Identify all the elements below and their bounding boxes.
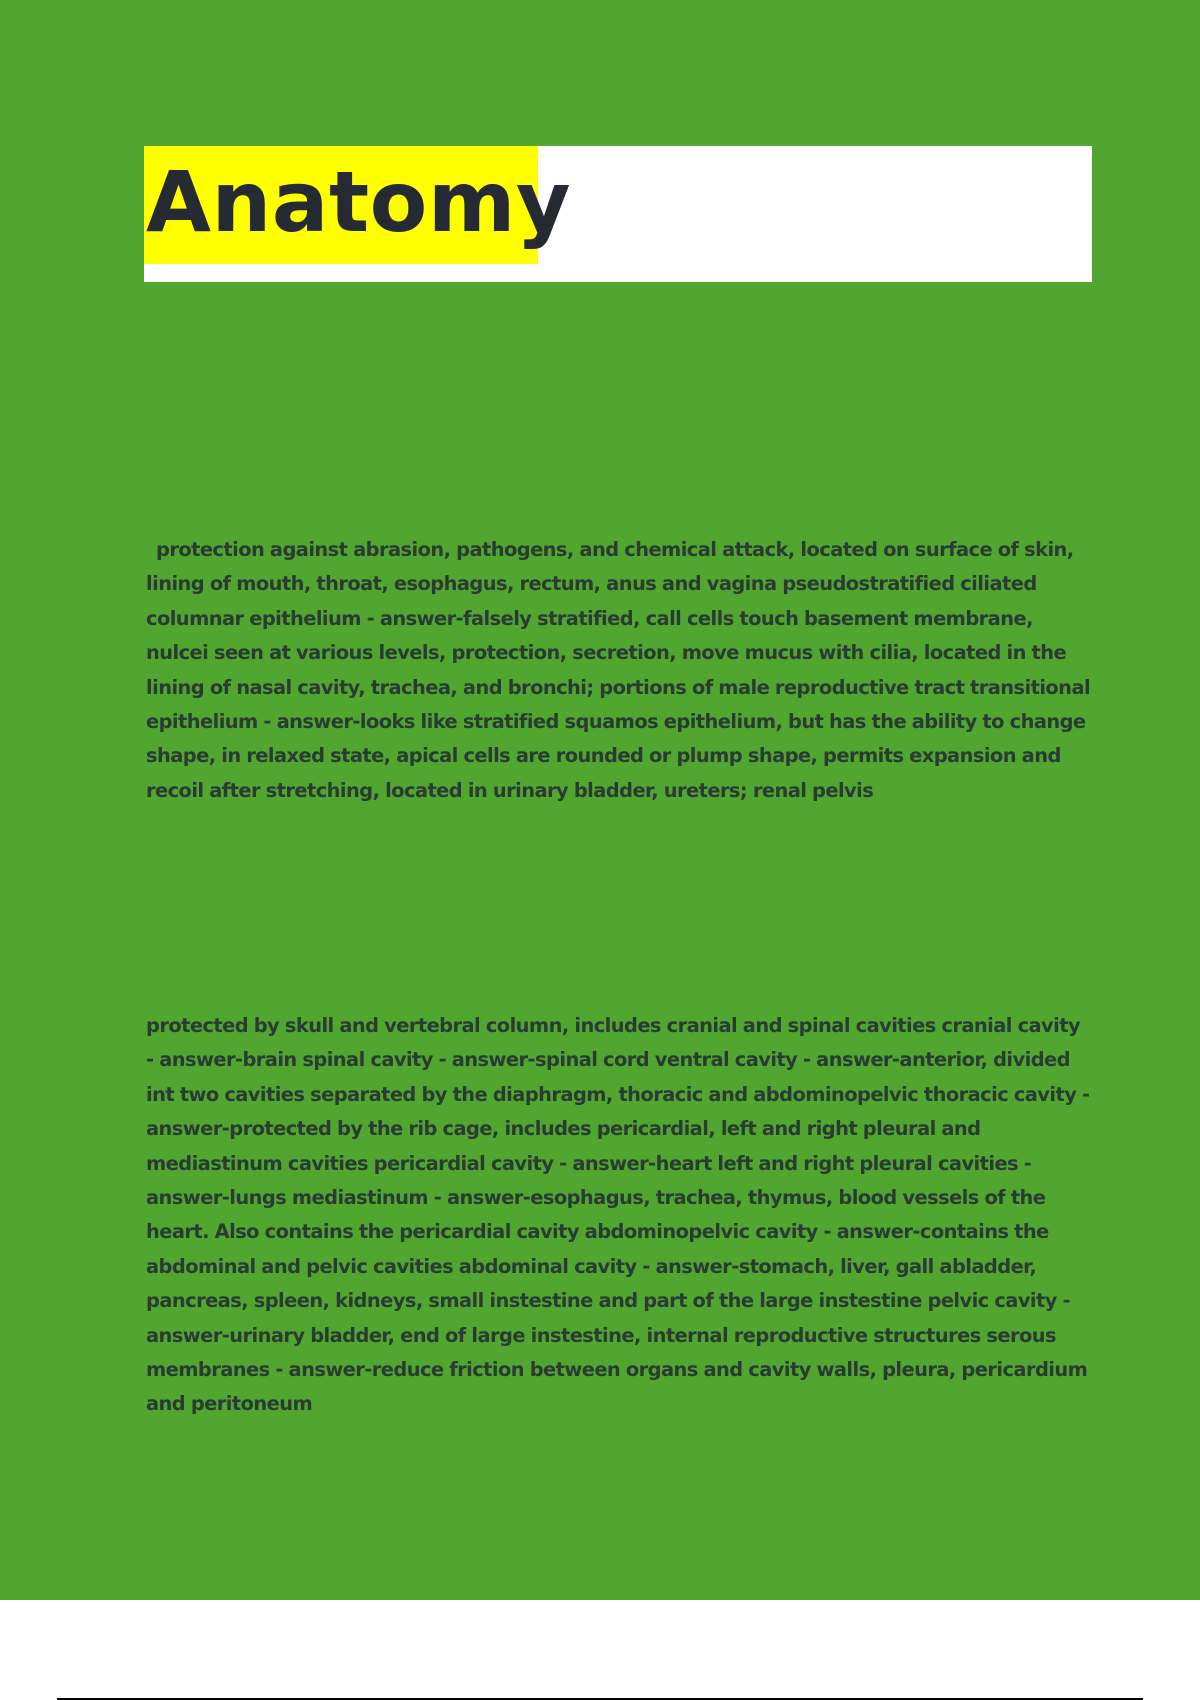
body-paragraph-body-cavities: protected by skull and vertebral column, includes cranial and spinal cavities cranial cavity - answer-brain spinal cavity - answer-spinal cord ventral cavity - answer-anterior, divided int two cavities separated by the diaphragm, thoracic and abdominopelvic thoracic cavity - answer-protected by the rib cage, includes pericardial, left and right pleural and mediastinum cavities pericardial cavity - answer-heart left and right pleural cavities - answer-lungs mediastinum - answer-esophagus, trachea, thymus, blood vessels of the heart. Also contains the pericardial cavity abdominopelvic cavity - answer-contains the abdominal and pelvic cavities abdominal cavity - answer-stomach, liver, gall abladder, pancreas, spleen, kidneys, small instestine and part of the large instestine pelvic cavity - answer-urinary bladder, end of large instestine, internal reproductive structures serous membranes - answer-reduce friction between organs and cavity walls, pleura, pericardium and peritoneum [146,1014,1090,1416]
body-paragraph-epithelium: protection against abrasion, pathogens, and chemical attack, located on surface of skin, lining of mouth, throat, esophagus, rectum, anus and vagina pseudostratified ciliated columnar epithelium - answer-falsely stratified, call cells touch basement membrane, nulcei seen at various levels, protection, secretion, move mucus with cilia, located in the lining of nasal cavity, trachea, and bronchi; portions of male reproductive tract transitional epithelium - answer-looks like stratified squamos epithelium, but has the ability to change shape, in relaxed state, apical cells are rounded or plump shape, permits expansion and recoil after stretching, located in urinary bladder, ureters; renal pelvis [146,538,1091,802]
title-box [144,146,1092,282]
page-title: Anatomy [146,153,572,251]
